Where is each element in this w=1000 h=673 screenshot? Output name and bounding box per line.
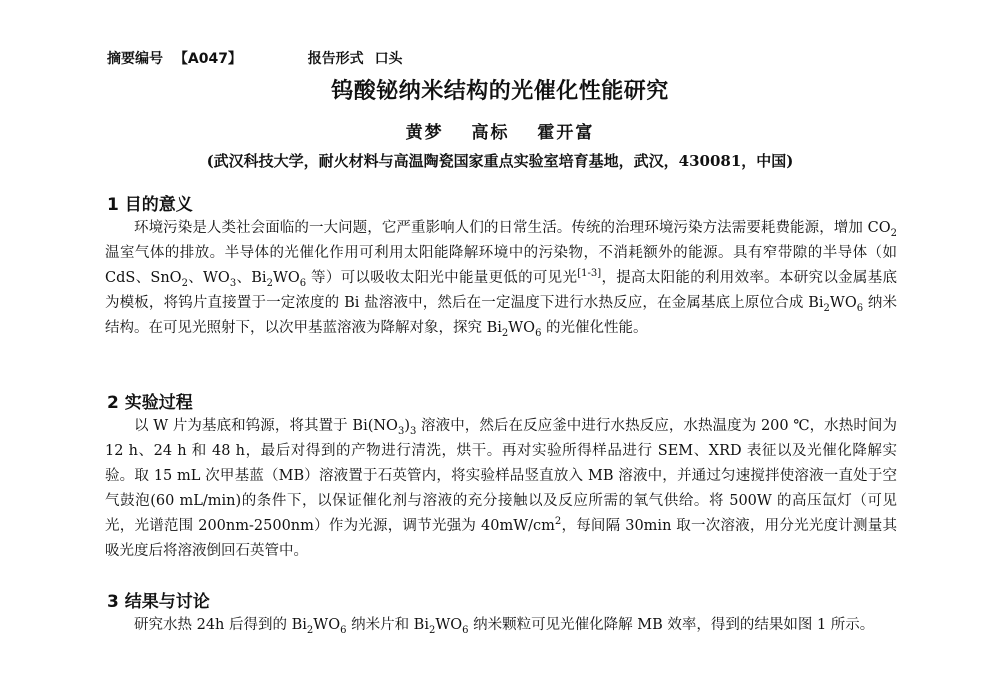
- abstract-no: 【A047】: [173, 51, 242, 67]
- section-paragraph: 研究水热 24h 后得到的 $Bi_2WO_6$ 纳米片和 $Bi_2WO_6$ 纳米颗粒可见光催化降解 MB 效率，得到的结果如图 1 所示。: [134, 617, 875, 636]
- author: 霍开富: [537, 123, 595, 143]
- paper-title: 钨酸铋纳米结构的光催化性能研究: [331, 79, 669, 104]
- author: 高标: [471, 123, 510, 143]
- abstract-meta: [107, 48, 409, 68]
- section-heading: 1 目的意义: [107, 195, 193, 215]
- section-paragraph: 环境污染是人类社会面临的一大问题，它严重影响人们的日常生活。传统的治理环境污染方法需要耗费能源，增加 $CO_2$ 温室气体的排放。半导体的光催化作用可利用太阳能降解环境中的污染物，不消耗额外的能源。具有窄带隙的半导体（如 CdS、SnO$_2$、$WO_3$、$Bi_2WO_6$ 等）可以吸收太阳光中能量更低的可见光[1-3]，提高太阳能的利用效率。本研究以金属基底为模板，将钨片直接置于一定浓度的 Bi 盐溶液中，然后在一定温度下进行水热反应，在金属基底上原位合成 $Bi_2WO_6$ 纳米结构。在可见光照射下，以次甲基蓝溶液为降解对象，探究 $Bi_2WO_6$ 的光催化性能。: [105, 220, 898, 339]
- report-form-label: 报告形式: [307, 51, 364, 67]
- section-paragraph: 以 W 片为基底和钨源，将其置于 $Bi(NO_3)_3$ 溶液中，然后在反应釜中进行水热反应，水热温度为 200 ℃，水热时间为 12 h、24 h 和 48 h，最后对得到的产物进行清洗，烘干。再对实验所得样品进行 SEM、XRD 表征以及光催化降解实验。取 15 mL 次甲基蓝（MB）溶液置于石英管内，将实验样品竖直放入 MB 溶液中，并通过匀速搅拌使溶液一直处于空气鼓泡(60 mL/min)的条件下，以保证催化剂与溶液的充分接触以及反应所需的氧气供给。将 500W 的高压氙灯（可见光，光谱范围 200nm-2500nm）作为光源，调节光强为 $40mW/cm^2$，每间隔 30min 取一次溶液，用分光光度计测量其吸光度后将溶液倒回石英管中。: [105, 418, 897, 559]
- abstract-no-label: 摘要编号: [107, 51, 163, 67]
- author-list: [0, 118, 1000, 143]
- section-heading: 2 实验过程: [107, 393, 193, 413]
- section-heading: 3 结果与讨论: [107, 592, 210, 612]
- author: 黄梦: [405, 123, 444, 143]
- affiliation: (武汉科技大学，耐火材料与高温陶瓷国家重点实验室培育基地，武汉，430081，中国): [206, 152, 794, 170]
- report-form: 口头: [374, 51, 403, 67]
